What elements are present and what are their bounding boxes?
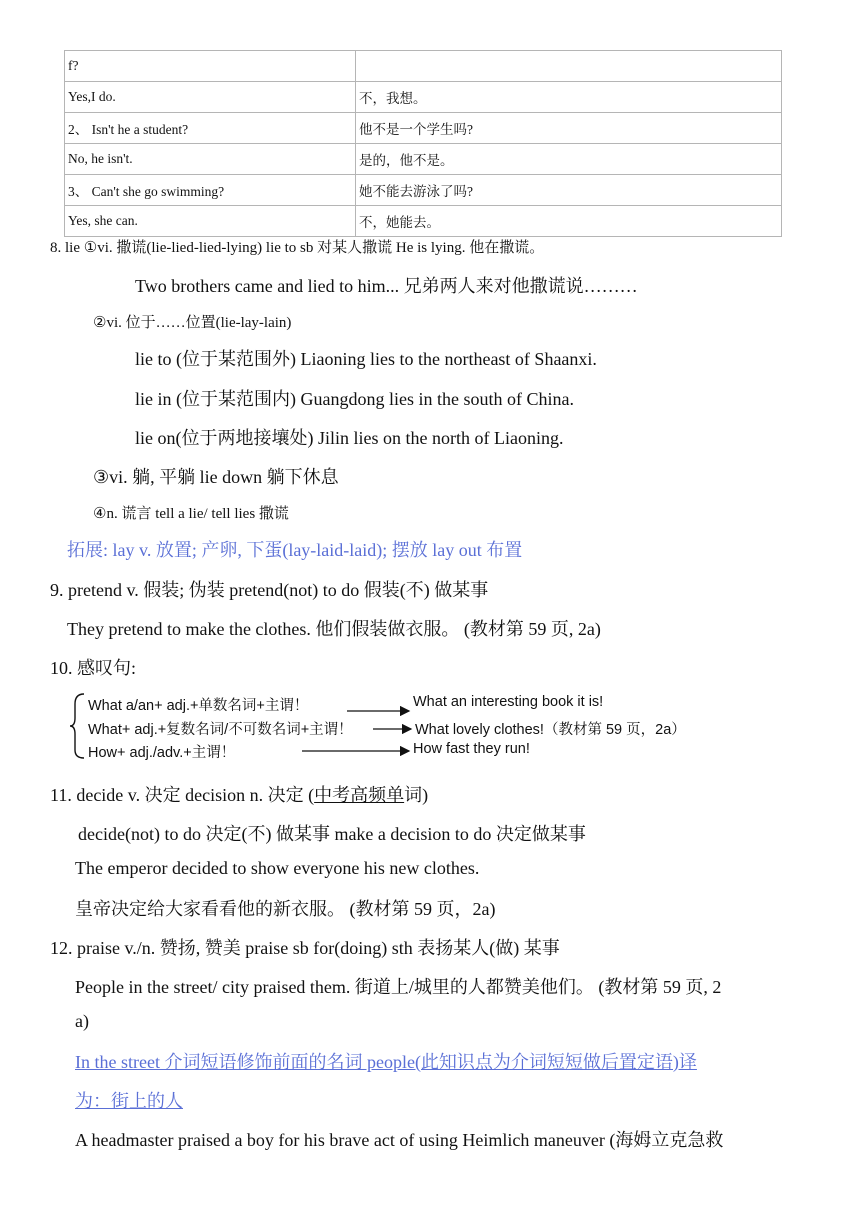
rule-1-pattern: What a/an+ adj.+单数名词+主谓！: [88, 698, 309, 714]
chinese-cell: 不，我想。: [356, 82, 782, 113]
english-cell: 2、 Isn't he a student?: [65, 113, 356, 144]
decide-example-en: The emperor decided to show everyone his new clothes.: [75, 858, 480, 878]
decide-heading-underlined: 中考高频单: [314, 785, 405, 805]
chinese-cell: 是的，他不是。: [356, 144, 782, 175]
table-row: [65, 113, 782, 144]
decide-heading: [50, 781, 428, 807]
rule-2-example: What lovely clothes!（教材第 59 页，2a）: [415, 722, 686, 738]
chinese-cell: [356, 51, 782, 82]
lie-to-example: lie to (位于某范围外) Liaoning lies to the northeast of Shaanxi.: [135, 349, 597, 369]
praise-example-line-1: People in the street/ city praised them. 街道上/城里的人都赞美他们。 (教材第 59 页, 2: [75, 977, 722, 997]
table-row: [65, 82, 782, 113]
english-cell: Yes,I do.: [65, 82, 356, 113]
praise-example-line-2: a): [75, 1011, 89, 1031]
exclamation-heading: 10. 感叹句:: [50, 658, 137, 678]
lay-extension: 拓展: lay v. 放置; 产卵, 下蛋(lay-laid-laid); 摆放 lay out 布置: [67, 540, 523, 560]
lie-heading: 8. lie ①vi. 撒谎(lie-lied-lied-lying) lie to sb 对某人撒谎 He is lying. 他在撒谎。: [50, 240, 545, 256]
table-row: [65, 175, 782, 206]
lie-sense-3: ③vi. 躺, 平躺 lie down 躺下休息: [93, 467, 339, 487]
exclamation-diagram: [70, 690, 790, 762]
lie-on-example: lie on(位于两地接壤处) Jilin lies on the north of Liaoning.: [135, 428, 564, 448]
rule-3-pattern: How+ adj./adv.+主谓！: [88, 745, 236, 761]
lie-sense-4: ④n. 谎言 tell a lie/ tell lies 撒谎: [93, 506, 289, 522]
english-cell: 3、 Can't she go swimming?: [65, 175, 356, 206]
lie-in-example: lie in (位于某范围内) Guangdong lies in the south of China.: [135, 389, 574, 409]
decide-example-zh: 皇帝决定给大家看看他的新衣服。 (教材第 59 页，2a): [75, 899, 496, 919]
table-row: [65, 206, 782, 237]
praise-note-line-1: In the street 介词短语修饰前面的名词 people(此知识点为介词短短做后置定语)译: [75, 1052, 697, 1072]
decide-heading-end: 词): [404, 785, 429, 805]
table-row: [65, 51, 782, 82]
rule-3-example: How fast they run!: [413, 741, 530, 757]
lie-example-1: Two brothers came and lied to him... 兄弟两人来对他撒谎说………: [135, 276, 638, 296]
praise-example-2-line-1: A headmaster praised a boy for his brave act of using Heimlich maneuver (海姆立克急救: [75, 1130, 724, 1150]
pretend-example: They pretend to make the clothes. 他们假装做衣服。 (教材第 59 页, 2a): [67, 619, 601, 639]
lie-sense-2: ②vi. 位于……位置(lie-lay-lain): [93, 315, 292, 331]
praise-note-line-2: 为：街上的人: [75, 1091, 183, 1111]
english-cell: No, he isn't.: [65, 144, 356, 175]
chinese-cell: 他不是一个学生吗?: [356, 113, 782, 144]
pretend-heading: 9. pretend v. 假装; 伪装 pretend(not) to do 假装(不) 做某事: [50, 580, 489, 600]
chinese-cell: 她不能去游泳了吗?: [356, 175, 782, 206]
left-brace: [70, 694, 84, 758]
question-answer-table: [64, 50, 782, 237]
english-cell: f?: [65, 51, 356, 82]
table-row: [65, 144, 782, 175]
chinese-cell: 不，她能去。: [356, 206, 782, 237]
rule-2-pattern: What+ adj.+复数名词/不可数名词+主谓！: [88, 722, 353, 738]
rule-1-example: What an interesting book it is!: [413, 694, 604, 710]
praise-heading: 12. praise v./n. 赞扬, 赞美 praise sb for(doing) sth 表扬某人(做) 某事: [50, 938, 560, 958]
decide-heading-text: 11. decide v. 决定 decision n. 决定 (: [50, 785, 315, 805]
decide-phrases: decide(not) to do 决定(不) 做某事 make a decision to do 决定做某事: [78, 824, 586, 844]
english-cell: Yes, she can.: [65, 206, 356, 237]
